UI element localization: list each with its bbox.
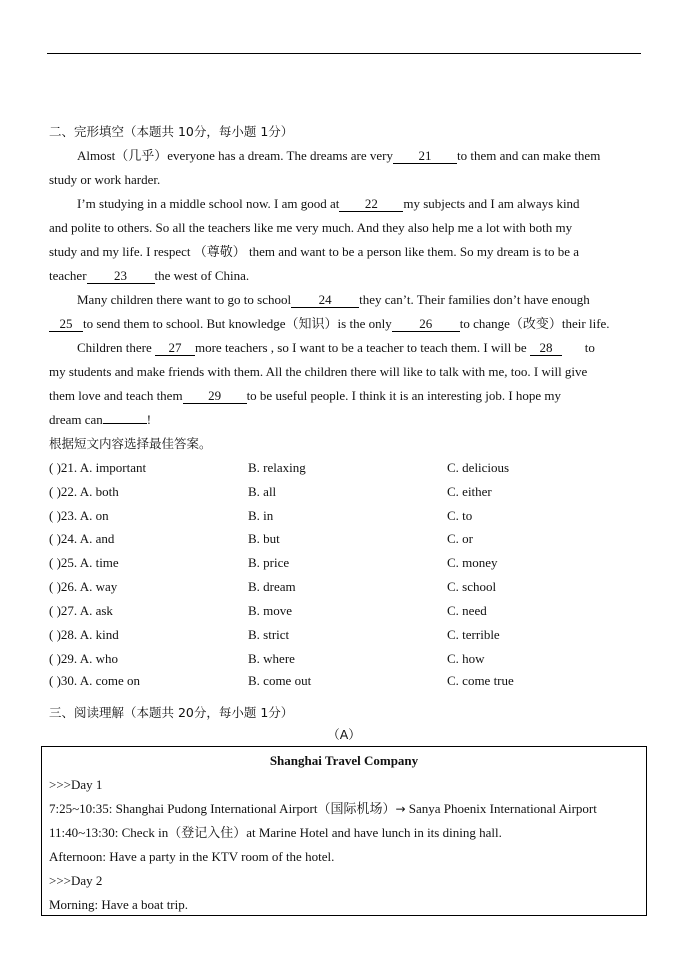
passage-text: to be useful people. I think it is an interesting job. I hope my (246, 388, 562, 403)
blank-25[interactable]: 25 (49, 317, 83, 332)
passage-text: to (584, 340, 595, 355)
passage-line: study and my life. I respect （尊敬） them and want to be a person like them. So my dream is to be a (49, 244, 579, 259)
passage-line (77, 148, 600, 164)
option-c[interactable]: C. need (447, 603, 487, 618)
blank-30[interactable] (103, 423, 147, 424)
option-c[interactable]: C. terrible (447, 627, 500, 642)
question-28[interactable]: ( )28. A. kind (49, 627, 119, 642)
option-b[interactable]: B. relaxing (248, 460, 306, 475)
blank-24[interactable]: 24 (291, 293, 359, 308)
blank-28[interactable]: 28 (530, 341, 562, 356)
arrow-right-icon: → (395, 802, 406, 816)
option-b[interactable]: B. come out (248, 673, 312, 688)
option-b[interactable]: B. strict (248, 627, 290, 642)
passage-text: to change（改变）their life. (459, 316, 610, 331)
flight-origin: 7:25~10:35: Shanghai Pudong International Airport（国际机场） (49, 801, 396, 816)
question-23[interactable]: ( )23. A. on (49, 508, 109, 523)
passage-text: they can’t. Their families don’t have enough (359, 292, 590, 307)
option-c[interactable]: C. delicious (447, 460, 510, 475)
passage-line: study or work harder. (49, 172, 161, 187)
question-24[interactable]: ( )24. A. and (49, 531, 115, 546)
passage-text: Many children there want to go to school (77, 292, 292, 307)
morning-line: Morning: Have a boat trip. (49, 897, 188, 912)
part-label: （A） (327, 727, 361, 742)
passage-text: the west of China. (154, 268, 250, 283)
passage-text: Almost（几乎）everyone has a dream. The dreams are very (77, 148, 393, 163)
passage-line (77, 340, 595, 356)
day-2-label: >>>Day 2 (49, 873, 103, 888)
question-25[interactable]: ( )25. A. time (49, 555, 119, 570)
option-b[interactable]: B. price (248, 555, 290, 570)
passage-line: and polite to others. So all the teachers like me very much. And they also help me a lot with both my (49, 220, 573, 235)
instruction-text: 根据短文内容选择最佳答案。 (49, 436, 212, 451)
option-c[interactable]: C. or (447, 531, 473, 546)
question-21[interactable]: ( )21. A. important (49, 460, 147, 475)
checkin-line: 11:40~13:30: Check in（登记入住）at Marine Hotel and have lunch in its dining hall. (49, 825, 502, 840)
flight-destination: Sanya Phoenix International Airport (408, 801, 597, 816)
itinerary-title: Shanghai Travel Company (269, 753, 419, 768)
blank-26[interactable]: 26 (392, 317, 460, 332)
question-30[interactable]: ( )30. A. come on (49, 673, 140, 688)
option-c[interactable]: C. to (447, 508, 473, 523)
question-29[interactable]: ( )29. A. who (49, 651, 118, 666)
header-rule (47, 53, 641, 54)
blank-22[interactable]: 22 (339, 197, 403, 212)
blank-21[interactable]: 21 (393, 149, 457, 164)
passage-text: dream can (49, 412, 103, 427)
passage-line (49, 412, 151, 428)
option-c[interactable]: C. come true (447, 673, 514, 688)
blank-29[interactable]: 29 (183, 389, 247, 404)
option-c[interactable]: C. money (447, 555, 498, 570)
itinerary-box (41, 746, 647, 916)
option-c[interactable]: C. how (447, 651, 485, 666)
passage-text: Children there (77, 340, 152, 355)
section-heading-reading: 三、阅读理解（本题共 20分，每小题 1分） (49, 705, 294, 720)
day-1-label: >>>Day 1 (49, 777, 103, 792)
passage-text: to them and can make them (457, 148, 601, 163)
blank-23[interactable]: 23 (87, 269, 155, 284)
option-c[interactable]: C. either (447, 484, 492, 499)
flight-line (49, 801, 597, 817)
option-b[interactable]: B. all (248, 484, 277, 499)
passage-line (77, 292, 590, 308)
passage-line: my students and make friends with them. All the children there will like to talk with me, too. I will give (49, 364, 588, 379)
passage-text: I’m studying in a middle school now. I am good at (77, 196, 340, 211)
passage-text: more teachers , so I want to be a teacher to teach them. I will be (194, 340, 527, 355)
option-b[interactable]: B. dream (248, 579, 296, 594)
question-22[interactable]: ( )22. A. both (49, 484, 119, 499)
blank-27[interactable]: 27 (155, 341, 195, 356)
passage-text: ! (146, 412, 152, 427)
passage-text: teacher (49, 268, 87, 283)
passage-text: my subjects and I am always kind (403, 196, 580, 211)
passage-text: to send them to school. But knowledge（知识）is the only (83, 316, 392, 331)
question-27[interactable]: ( )27. A. ask (49, 603, 113, 618)
passage-line (49, 316, 610, 332)
option-b[interactable]: B. where (248, 651, 295, 666)
passage-line (49, 268, 249, 284)
option-c[interactable]: C. school (447, 579, 497, 594)
option-b[interactable]: B. move (248, 603, 293, 618)
passage-line (77, 196, 580, 212)
section-heading-cloze: 二、完形填空（本题共 10分，每小题 1分） (49, 124, 294, 139)
option-b[interactable]: B. but (248, 531, 280, 546)
passage-text: them love and teach them (49, 388, 183, 403)
question-26[interactable]: ( )26. A. way (49, 579, 118, 594)
afternoon-line: Afternoon: Have a party in the KTV room of the hotel. (49, 849, 335, 864)
passage-line (49, 388, 561, 404)
option-b[interactable]: B. in (248, 508, 274, 523)
